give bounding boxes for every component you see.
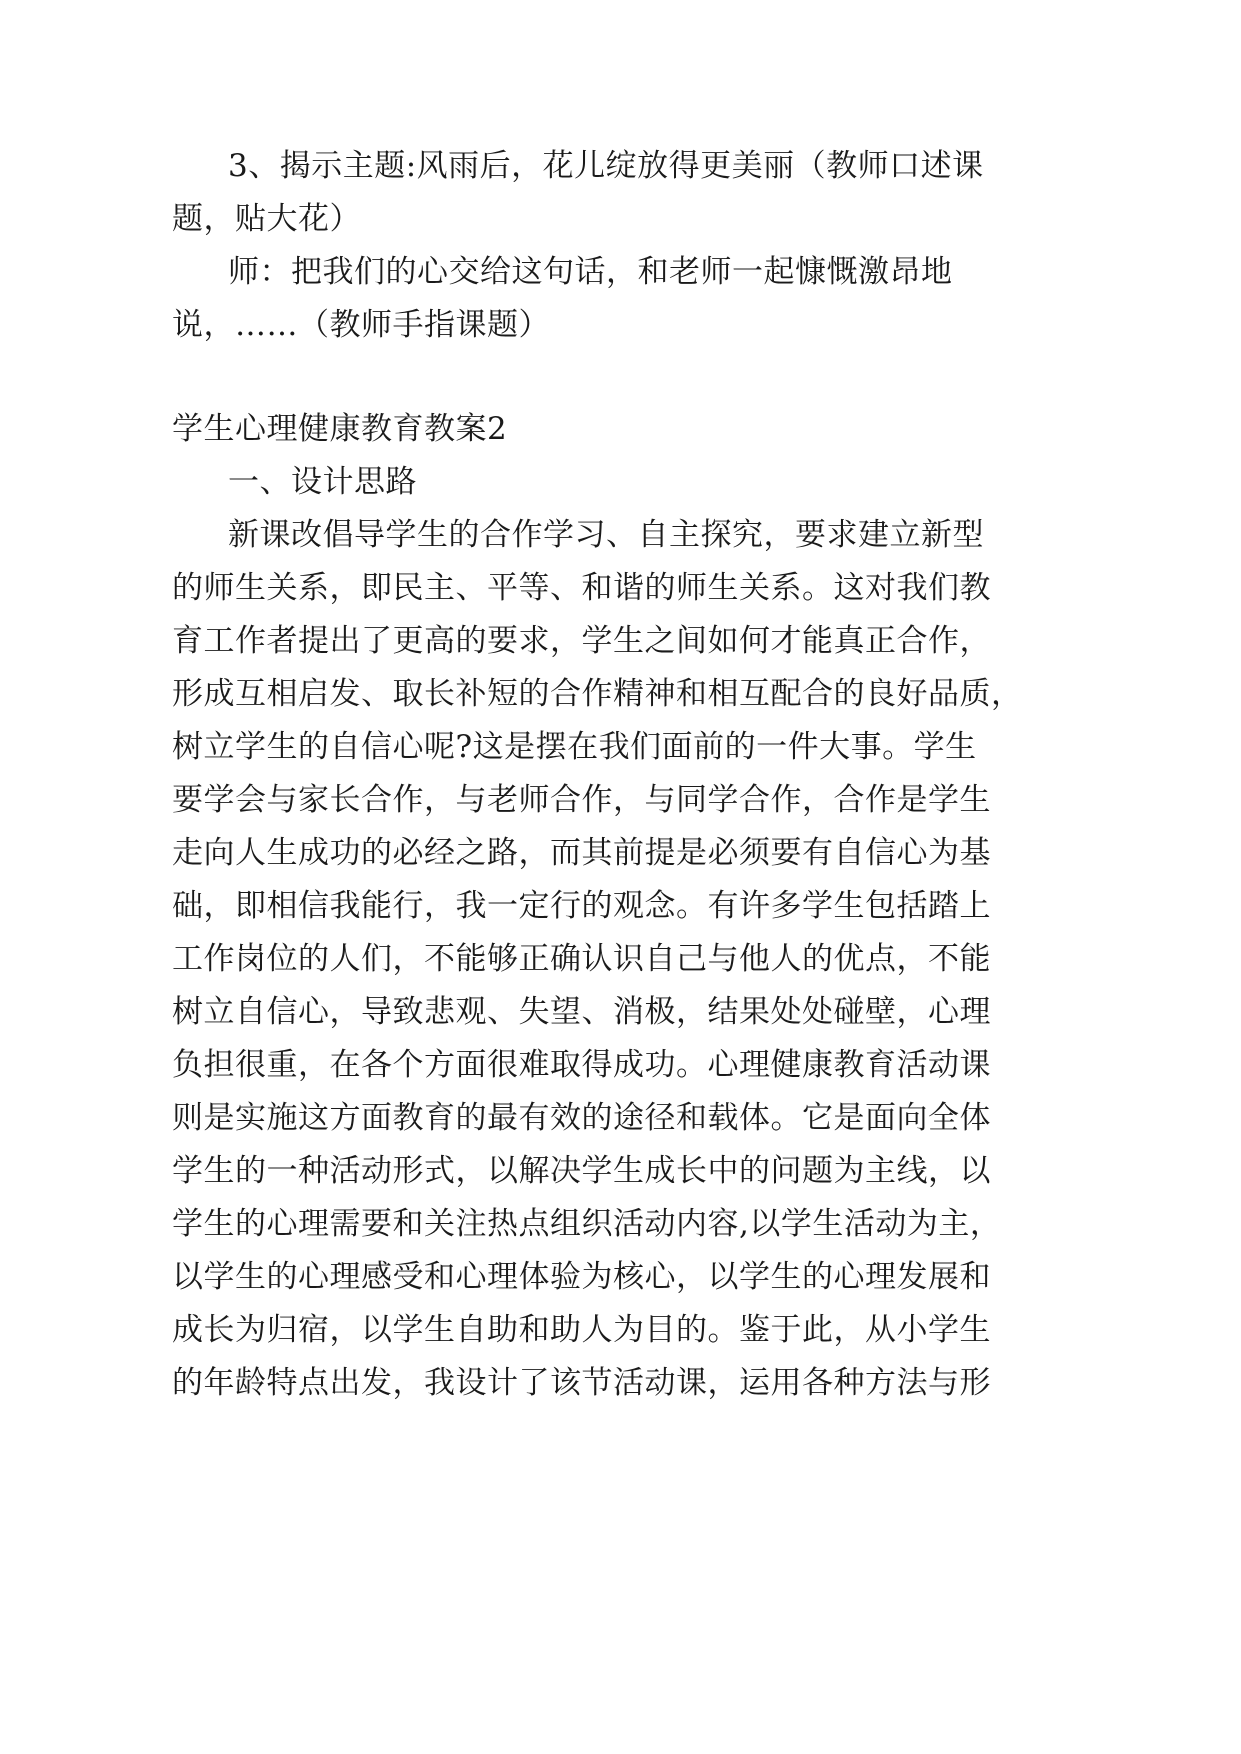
- paragraph-line: 育工作者提出了更高的要求，学生之间如何才能真正合作，: [172, 623, 991, 659]
- paragraph-line: 走向人生成功的必经之路，而其前提是必须要有自信心为基: [172, 835, 991, 871]
- paragraph-line: 学生的一种活动形式，以解决学生成长中的问题为主线，以: [172, 1153, 991, 1189]
- paragraph-line: 3、揭示主题:风雨后，花儿绽放得更美丽（教师口述课: [228, 148, 984, 184]
- paragraph-line: 树立自信心，导致悲观、失望、消极，结果处处碰壁，心理: [172, 994, 991, 1030]
- paragraph-line: 形成互相启发、取长补短的合作精神和相互配合的良好品质，: [172, 676, 1023, 712]
- paragraph-line: 的年龄特点出发，我设计了该节活动课，运用各种方法与形: [172, 1365, 991, 1401]
- paragraph-line: 新课改倡导学生的合作学习、自主探究，要求建立新型: [228, 517, 984, 553]
- paragraph-line: 说，……（教师手指课题）: [172, 307, 550, 343]
- section-title: 学生心理健康教育教案2: [172, 411, 508, 447]
- paragraph-line: 学生的心理需要和关注热点组织活动内容,以学生活动为主，: [172, 1206, 1002, 1242]
- paragraph-line: 则是实施这方面教育的最有效的途径和载体。它是面向全体: [172, 1100, 991, 1136]
- paragraph-line: 师：把我们的心交给这句话，和老师一起慷慨激昂地: [228, 254, 953, 290]
- paragraph-line: 成长为归宿，以学生自助和助人为目的。鉴于此，从小学生: [172, 1312, 991, 1348]
- paragraph-line: 工作岗位的人们，不能够正确认识自己与他人的优点，不能: [172, 941, 991, 977]
- section-heading: 一、设计思路: [228, 464, 417, 500]
- paragraph-line: 题，贴大花）: [172, 201, 361, 237]
- paragraph-line: 础，即相信我能行，我一定行的观念。有许多学生包括踏上: [172, 888, 991, 924]
- paragraph-line: 要学会与家长合作，与老师合作，与同学合作，合作是学生: [172, 782, 991, 818]
- paragraph-line: 以学生的心理感受和心理体验为核心，以学生的心理发展和: [172, 1259, 991, 1295]
- paragraph-line: 的师生关系，即民主、平等、和谐的师生关系。这对我们教: [172, 570, 991, 606]
- paragraph-line: 树立学生的自信心呢?这是摆在我们面前的一件大事。学生: [172, 729, 977, 765]
- paragraph-line: 负担很重，在各个方面很难取得成功。心理健康教育活动课: [172, 1047, 991, 1083]
